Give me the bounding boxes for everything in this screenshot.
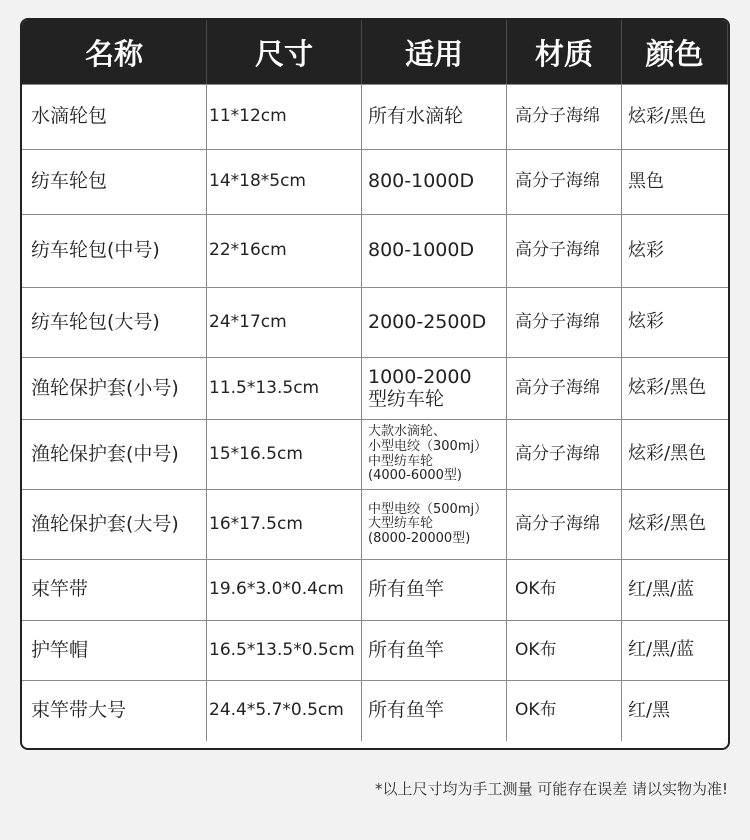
header-color: 颜色	[622, 20, 728, 84]
cell-name: 纺车轮包(大号)	[22, 287, 207, 357]
cell-material: OK布	[507, 680, 622, 741]
header-name: 名称	[22, 20, 207, 84]
cell-name: 纺车轮包(中号)	[22, 214, 207, 287]
cell-name: 水滴轮包	[22, 84, 207, 149]
header-material: 材质	[507, 20, 622, 84]
cell-size: 19.6*3.0*0.4cm	[207, 559, 362, 620]
cell-size: 24*17cm	[207, 287, 362, 357]
cell-color: 炫彩/黑色	[622, 489, 728, 559]
cell-color: 炫彩	[622, 214, 728, 287]
cell-use: 所有水滴轮	[362, 84, 507, 149]
header-size: 尺寸	[207, 20, 362, 84]
cell-name: 护竿帽	[22, 620, 207, 680]
cell-size: 16.5*13.5*0.5cm	[207, 620, 362, 680]
cell-size: 15*16.5cm	[207, 419, 362, 489]
cell-material: 高分子海绵	[507, 489, 622, 559]
cell-color: 炫彩	[622, 287, 728, 357]
cell-name: 渔轮保护套(小号)	[22, 357, 207, 419]
cell-name: 渔轮保护套(大号)	[22, 489, 207, 559]
cell-material: 高分子海绵	[507, 84, 622, 149]
cell-color: 黑色	[622, 149, 728, 214]
cell-material: 高分子海绵	[507, 149, 622, 214]
cell-use: 大款水滴轮、 小型电绞（300mj） 中型纺车轮 (4000-6000型)	[362, 419, 507, 489]
header-use: 适用	[362, 20, 507, 84]
cell-color: 炫彩/黑色	[622, 357, 728, 419]
cell-size: 14*18*5cm	[207, 149, 362, 214]
cell-use: 中型电绞（500mj） 大型纺车轮 (8000-20000型)	[362, 489, 507, 559]
cell-material: 高分子海绵	[507, 419, 622, 489]
cell-name: 纺车轮包	[22, 149, 207, 214]
cell-size: 16*17.5cm	[207, 489, 362, 559]
cell-use: 所有鱼竿	[362, 620, 507, 680]
cell-name: 束竿带	[22, 559, 207, 620]
cell-material: 高分子海绵	[507, 287, 622, 357]
cell-color: 炫彩/黑色	[622, 84, 728, 149]
cell-color: 红/黑/蓝	[622, 620, 728, 680]
cell-use: 800-1000D	[362, 214, 507, 287]
cell-name: 束竿带大号	[22, 680, 207, 741]
cell-name: 渔轮保护套(中号)	[22, 419, 207, 489]
spec-table	[20, 18, 730, 750]
cell-color: 红/黑	[622, 680, 728, 741]
cell-size: 11*12cm	[207, 84, 362, 149]
cell-material: 高分子海绵	[507, 357, 622, 419]
cell-size: 11.5*13.5cm	[207, 357, 362, 419]
cell-use: 2000-2500D	[362, 287, 507, 357]
cell-color: 红/黑/蓝	[622, 559, 728, 620]
spec-table-grid	[22, 20, 728, 748]
measurement-disclaimer: *以上尺寸均为手工测量 可能存在误差 请以实物为准!	[374, 780, 728, 798]
cell-use: 1000-2000 型纺车轮	[362, 357, 507, 419]
cell-material: OK布	[507, 620, 622, 680]
cell-use: 800-1000D	[362, 149, 507, 214]
cell-use: 所有鱼竿	[362, 559, 507, 620]
cell-color: 炫彩/黑色	[622, 419, 728, 489]
cell-size: 24.4*5.7*0.5cm	[207, 680, 362, 741]
cell-material: OK布	[507, 559, 622, 620]
cell-use: 所有鱼竿	[362, 680, 507, 741]
cell-material: 高分子海绵	[507, 214, 622, 287]
cell-size: 22*16cm	[207, 214, 362, 287]
